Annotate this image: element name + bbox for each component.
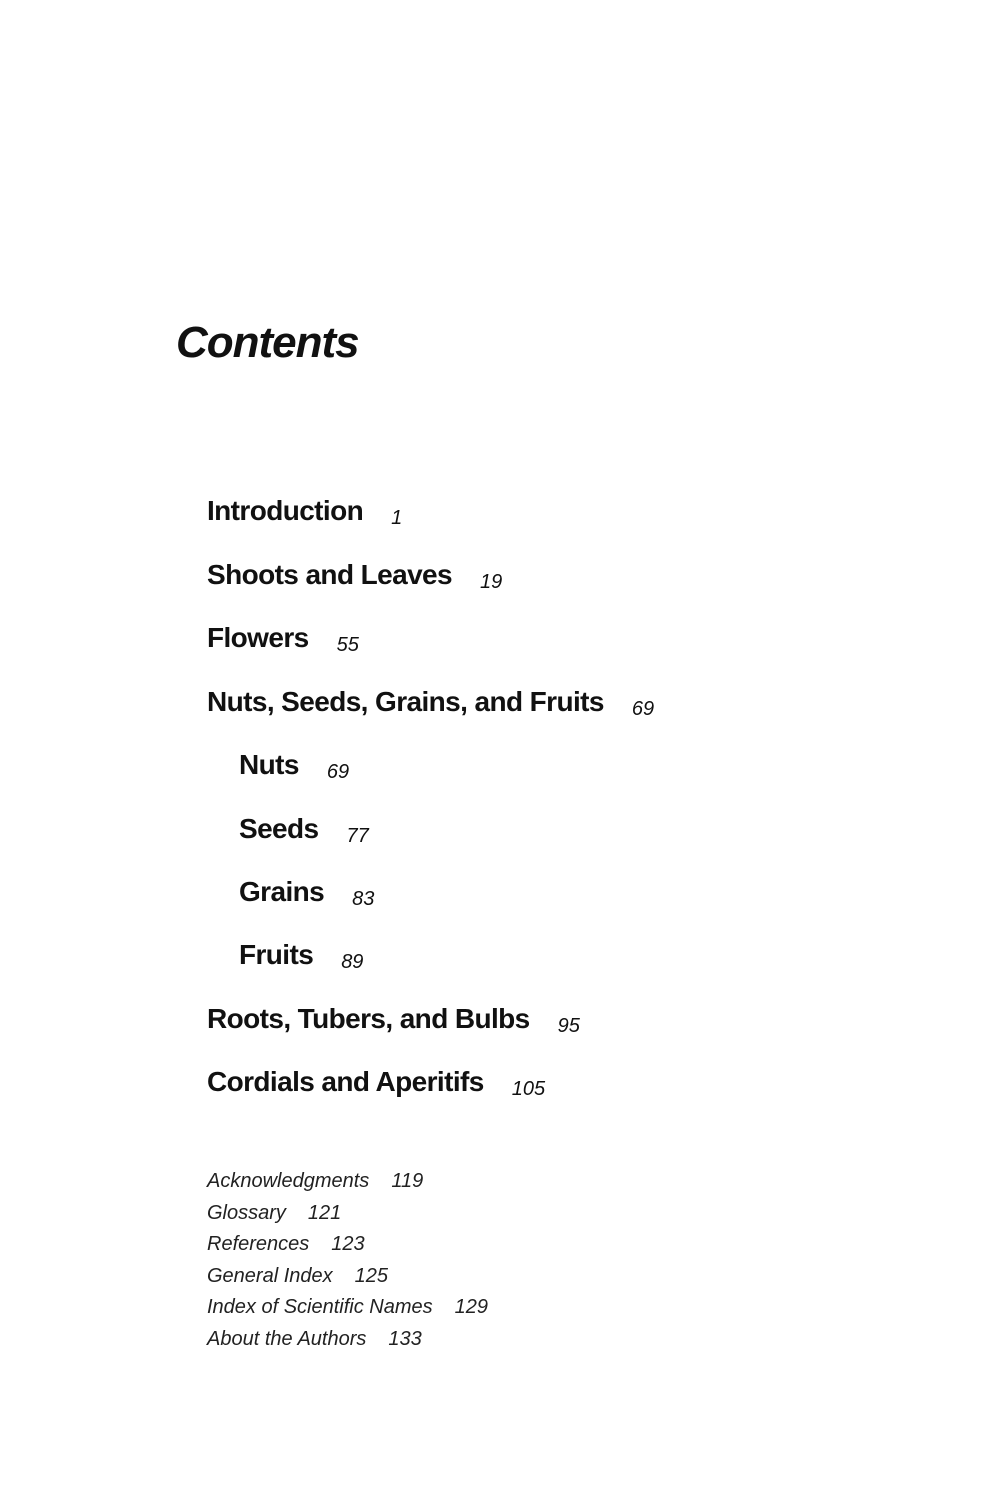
back-matter-title: Glossary: [207, 1201, 286, 1224]
toc-entry-title: Shoots and Leaves: [207, 559, 452, 590]
back-matter-title: General Index: [207, 1264, 333, 1287]
back-matter-item-glossary[interactable]: [207, 1198, 488, 1230]
toc-entry-title: Flowers: [207, 622, 309, 653]
toc-entry-flowers[interactable]: [207, 622, 359, 656]
toc-entry-cordials-and-aperitifs[interactable]: [207, 1066, 546, 1100]
toc-entry-shoots-and-leaves[interactable]: [207, 559, 503, 593]
back-matter-title: References: [207, 1233, 310, 1256]
toc-entry-page: 89: [341, 951, 364, 973]
back-matter-item-general-index[interactable]: [207, 1261, 488, 1293]
toc-entry-page: 95: [557, 1015, 580, 1037]
toc-entry-page: 69: [631, 698, 655, 720]
back-matter-title: Index of Scientific Names: [207, 1296, 433, 1319]
back-matter-item-index-of-scientific-names[interactable]: [207, 1292, 488, 1324]
toc-entry-page: 1: [391, 507, 403, 529]
toc-subentry-fruits[interactable]: [239, 939, 364, 973]
toc-subentry-nuts[interactable]: [239, 749, 350, 783]
back-matter-page: 133: [388, 1327, 422, 1350]
back-matter-page: 129: [454, 1296, 489, 1319]
back-matter-title: About the Authors: [207, 1327, 367, 1350]
toc-entry-title: Introduction: [207, 495, 364, 526]
toc-entry-title: Cordials and Aperitifs: [207, 1066, 484, 1097]
back-matter-list: [207, 1166, 488, 1356]
back-matter-page: 125: [354, 1264, 389, 1287]
back-matter-page: 119: [391, 1170, 424, 1192]
toc-subentry-grains[interactable]: [239, 876, 375, 910]
back-matter-item-about-the-authors[interactable]: [207, 1324, 488, 1356]
toc-entry-page: 83: [352, 888, 375, 910]
page-title: Contents: [176, 318, 359, 367]
toc-entry-title: Seeds: [239, 813, 319, 844]
toc-entry-title: Roots, Tubers, and Bulbs: [207, 1003, 530, 1034]
toc-entry-page: 19: [480, 571, 503, 593]
back-matter-item-acknowledgments[interactable]: [207, 1166, 488, 1198]
toc-entry-roots-tubers-bulbs[interactable]: [207, 1003, 580, 1037]
toc-entry-page: 105: [511, 1078, 546, 1100]
toc-entry-title: Grains: [239, 876, 325, 907]
toc-entry-introduction[interactable]: [207, 495, 403, 529]
back-matter-page: 123: [331, 1233, 365, 1256]
toc-entry-page: 77: [346, 825, 369, 847]
toc-entry-title: Fruits: [239, 939, 314, 970]
back-matter-page: 121: [307, 1201, 342, 1224]
toc-entry-title: Nuts, Seeds, Grains, and Fruits: [207, 686, 604, 717]
back-matter-item-references[interactable]: [207, 1229, 488, 1261]
toc-entry-page: 55: [336, 634, 359, 656]
toc-entry-title: Nuts: [239, 749, 299, 780]
back-matter-title: Acknowledgments: [207, 1170, 370, 1192]
toc-entry-nuts-seeds-grains-fruits[interactable]: [207, 686, 655, 720]
toc-subentry-seeds[interactable]: [239, 813, 369, 847]
toc-entry-page: 69: [326, 761, 350, 783]
